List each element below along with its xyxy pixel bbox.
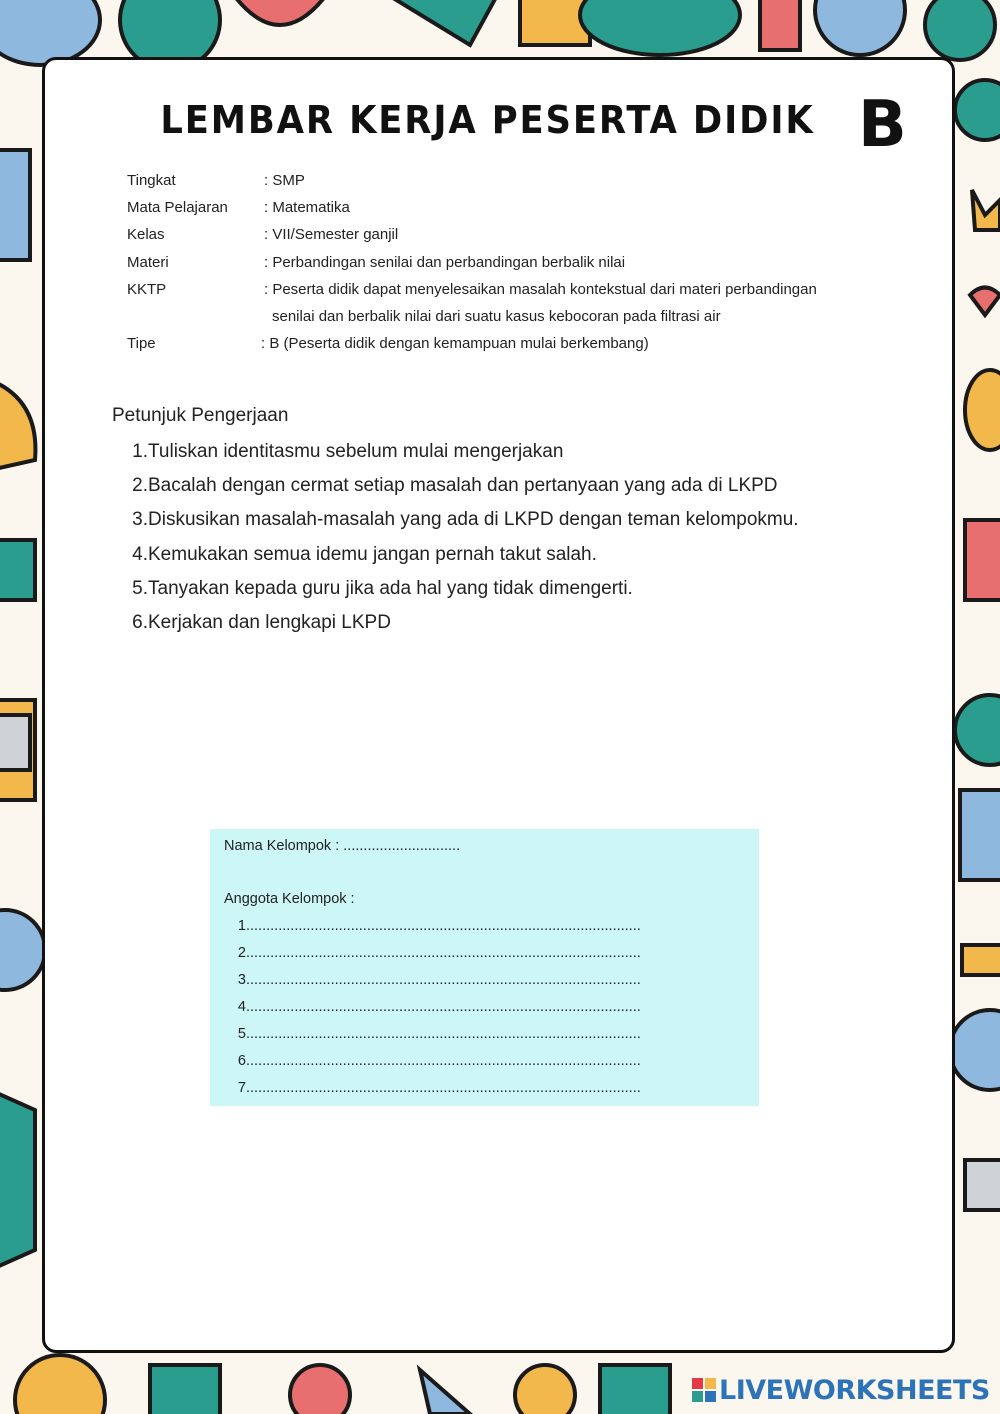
info-label: Tipe — [127, 335, 156, 352]
member-number: 3. — [237, 972, 250, 988]
info-value: : VII/Semester ganjil — [264, 226, 399, 243]
member-line-5[interactable] — [232, 1026, 732, 1042]
liveworksheets-logo-icon — [692, 1378, 716, 1402]
member-dots: ................................................................................................. — [250, 999, 641, 1015]
instruction-text: Kerjakan dan lengkapi LKPD — [148, 611, 391, 633]
instruction-item — [127, 541, 799, 575]
info-value: : SMP — [264, 172, 305, 189]
instruction-item — [127, 609, 799, 643]
member-number: 1. — [237, 918, 250, 934]
page-title: LEMBAR KERJA PESERTA DIDIK — [160, 98, 815, 142]
member-dots: ................................................................................................. — [250, 918, 641, 934]
member-dots: ................................................................................................. — [250, 1053, 641, 1069]
instruction-item — [127, 575, 799, 609]
liveworksheets-watermark — [692, 1370, 990, 1410]
info-value: : B (Peserta didik dengan kemampuan mulai berkembang) — [261, 335, 649, 352]
member-line-7[interactable] — [232, 1080, 732, 1096]
member-number: 4. — [237, 999, 250, 1015]
instruction-text: Tanyakan kepada guru jika ada hal yang tidak dimengerti. — [148, 577, 633, 599]
info-value: : Perbandingan senilai dan perbandingan berbalik nilai — [264, 254, 626, 271]
member-line-1[interactable] — [232, 918, 732, 934]
instructions-list — [127, 438, 799, 643]
info-label: KKTP — [127, 281, 167, 298]
instruction-text: Tuliskan identitasmu sebelum mulai mengerjakan — [148, 441, 564, 462]
member-dots: ................................................................................................. — [250, 972, 641, 988]
info-label: Kelas — [127, 226, 165, 243]
instruction-number: 1. — [132, 441, 148, 462]
instruction-item — [127, 472, 799, 506]
instruction-item — [127, 438, 799, 472]
instruction-number: 4. — [132, 543, 148, 565]
member-line-3[interactable] — [232, 972, 732, 988]
instruction-item — [127, 506, 799, 540]
member-number: 7. — [237, 1080, 250, 1096]
instruction-number: 3. — [132, 509, 148, 531]
instruction-text: Kemukakan semua idemu jangan pernah takut salah. — [148, 543, 597, 565]
group-name-field[interactable]: Nama Kelompok : ............................. — [224, 838, 461, 854]
instruction-text: Diskusikan masalah-masalah yang ada di LKPD dengan teman kelompokmu. — [148, 509, 799, 531]
member-number: 2. — [237, 945, 250, 961]
info-label: Tingkat — [127, 172, 176, 189]
instruction-number: 5. — [132, 577, 148, 599]
info-label: Mata Pelajaran — [127, 199, 228, 216]
info-value: : Matematika — [264, 199, 350, 216]
member-number: 5. — [237, 1026, 250, 1042]
member-line-6[interactable] — [232, 1053, 732, 1069]
instructions-title: Petunjuk Pengerjaan — [112, 405, 289, 426]
member-dots: ................................................................................................. — [250, 1080, 641, 1096]
member-number: 6. — [237, 1053, 250, 1069]
watermark-text: LIVEWORKSHEETS — [719, 1374, 990, 1406]
member-dots: ................................................................................................. — [250, 945, 641, 961]
info-value: senilai dan berbalik nilai dari suatu kasus kebocoran pada filtrasi air — [272, 308, 721, 325]
member-line-2[interactable] — [232, 945, 732, 961]
instruction-number: 6. — [132, 611, 148, 633]
group-members-label: Anggota Kelompok : — [224, 891, 355, 907]
group-identity-box — [210, 829, 759, 1106]
info-label: Materi — [127, 254, 169, 271]
worksheet-page — [42, 57, 955, 1353]
type-badge: B — [858, 88, 907, 162]
info-value: : Peserta didik dapat menyelesaikan masalah kontekstual dari materi perbandingan — [264, 281, 817, 298]
member-line-4[interactable] — [232, 999, 732, 1015]
instruction-number: 2. — [132, 475, 148, 497]
member-dots: ................................................................................................. — [250, 1026, 641, 1042]
instruction-text: Bacalah dengan cermat setiap masalah dan pertanyaan yang ada di LKPD — [148, 475, 778, 497]
